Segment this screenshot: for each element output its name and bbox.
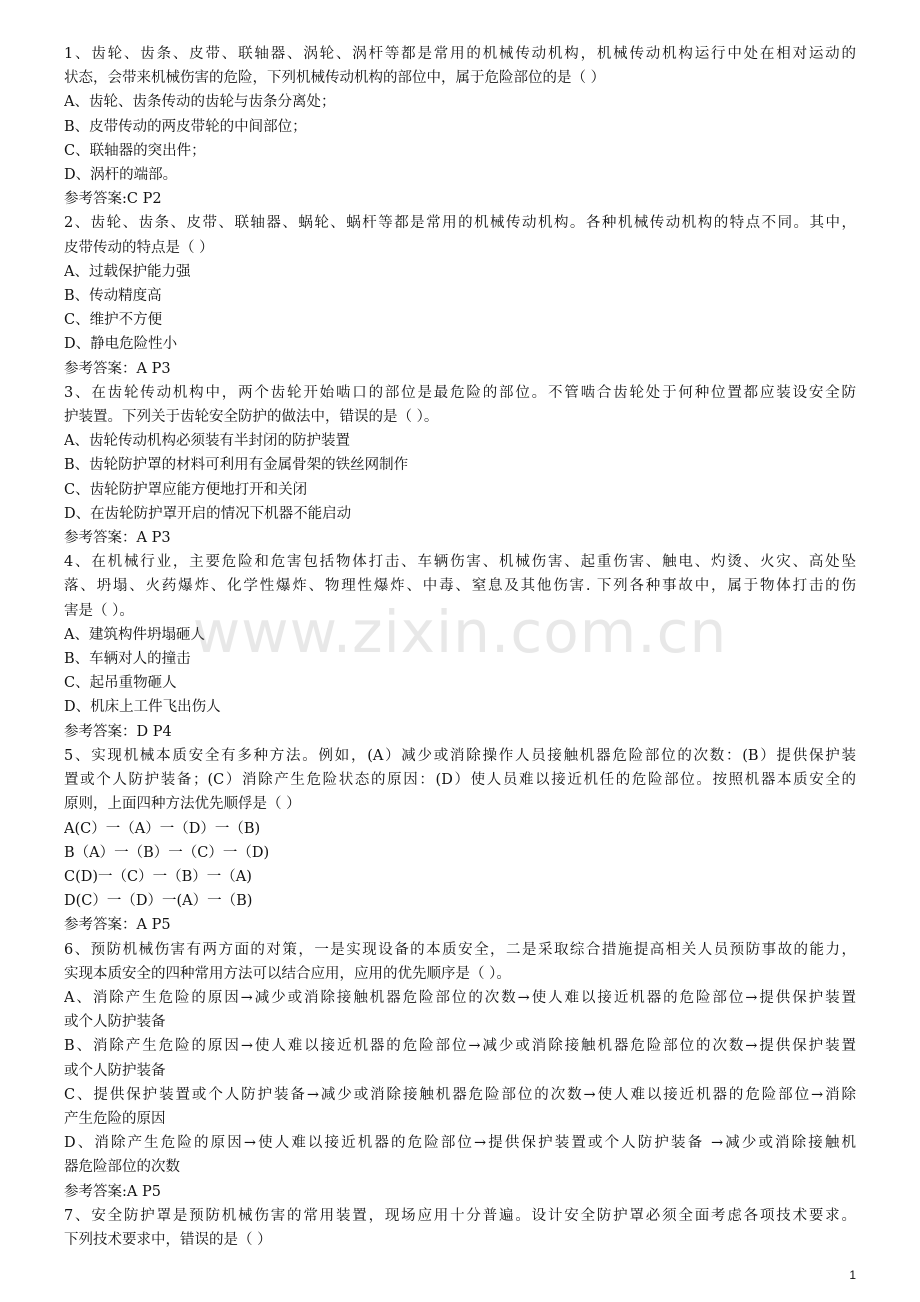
text-line: B、传动精度高: [64, 288, 162, 305]
text-line: 或个人防护装备: [64, 1062, 166, 1079]
text-line: 参考答案：D P4: [64, 723, 172, 740]
text-line: 参考答案:A P5: [64, 1183, 161, 1200]
text-line: 4、在机械行业，主要危险和危害包括物体打击、车辆伤害、机械伤害、起重伤害、触电、灼烫、火灾、高处坠: [64, 554, 856, 571]
text-line: C、齿轮防护罩应能方便地打开和关闭: [64, 481, 308, 498]
text-line: 1、齿轮、齿条、皮带、联轴器、涡轮、涡杆等都是常用的机械传动机构，机械传动机构运行中处在相对运动的: [64, 46, 856, 62]
text-line: D、涡杆的端部。: [64, 167, 178, 184]
text-line: 7、安全防护罩是预防机械伤害的常用装置，现场应用十分普遍。设计安全防护罩必须全面考虑各项技术要求。: [64, 1207, 856, 1224]
text-line: D(C）一（D）一(A）一（B): [64, 893, 253, 910]
text-line: 产生危险的原因: [64, 1110, 166, 1127]
watermark: www.zixin.com.cn: [192, 598, 728, 666]
text-line: D、消除产生危险的原因→使人难以接近机器的危险部位→提供保护装置或个人防护装备 →减少或消除接触机: [64, 1135, 856, 1152]
text-line: 状态，会带来机械伤害的危险，下列机械传动机构的部位中，属于危险部位的是（ ）: [64, 70, 606, 87]
text-line: 参考答案：A P3: [64, 530, 171, 547]
text-line: A、齿轮传动机构必须装有半封闭的防护装置: [64, 433, 350, 450]
text-line: D、机床上工件飞出伤人: [64, 699, 221, 716]
text-line: B、车辆对人的撞击: [64, 651, 191, 668]
text-line: A(C）一（A）一（D）一（B): [64, 820, 261, 837]
text-line: C、起吊重物砸人: [64, 675, 177, 692]
text-line: 参考答案:C P2: [64, 191, 162, 208]
text-line: 2、齿轮、齿条、皮带、联轴器、蜗轮、蜗杆等都是常用的机械传动机构。各种机械传动机构的特点不同。其中，: [64, 215, 856, 232]
text-line: C(D)一（C）一（B）一（A): [64, 868, 252, 885]
text-line: 5、实现机械本质安全有多种方法。例如，(A）减少或消除操作人员接触机器危险部位的次数：(B）提供保护装: [64, 747, 856, 764]
text-line: 置或个人防护装备；(C）消除产生危险状态的原因：(D）使人员难以接近机任的危险部位。按照机器本质安全的: [64, 772, 856, 789]
text-line: 害是（ ）。: [64, 602, 134, 619]
text-line: 实现本质安全的四种常用方法可以结合应用，应用的优先顺序是（ ）。: [64, 965, 511, 982]
text-line: 皮带传动的特点是（ ）: [64, 239, 214, 256]
text-line: A、齿轮、齿条传动的齿轮与齿条分离处；: [64, 94, 336, 111]
text-line: A、建筑构件坍塌砸人: [64, 626, 205, 643]
text-line: 下列技术要求中，错误的是（ ）: [64, 1231, 272, 1248]
text-line: C、维护不方便: [64, 312, 163, 329]
text-line: 或个人防护装备: [64, 1014, 166, 1031]
text-line: 6、预防机械伤害有两方面的对策，一是实现设备的本质安全，二是采取综合措施提高相关人员预防事故的能力，: [64, 941, 856, 958]
page-number: 1: [849, 1268, 856, 1282]
text-line: 参考答案：A P5: [64, 917, 171, 934]
text-line: C、提供保护装置或个人防护装备→减少或消除接触机器危险部位的次数→使人难以接近机器的危险部位→消除: [64, 1086, 856, 1103]
text-line: D、静电危险性小: [64, 336, 178, 353]
text-line: A、过载保护能力强: [64, 263, 191, 280]
text-line: 器危险部位的次数: [64, 1159, 180, 1176]
text-line: 原则，上面四种方法优先顺俘是（ ）: [64, 796, 301, 813]
text-line: B、齿轮防护罩的材料可利用有金属骨架的铁丝网制作: [64, 457, 409, 474]
document-body: [64, 42, 856, 1252]
text-line: 参考答案：A P3: [64, 360, 171, 377]
text-line: D、在齿轮防护罩开启的情况下机器不能启动: [64, 505, 352, 522]
text-line: 落、坍塌、火药爆炸、化学性爆炸、物理性爆炸、中毒、窒息及其他伤害. 下列各种事故中，属于物体打击的伤: [64, 578, 856, 595]
text-line: B、消除产生危险的原因→使人难以接近机器的危险部位→减少或消除接触机器危险部位的次数→提供保护装置: [64, 1038, 856, 1055]
text-line: A、消除产生危险的原因→减少或消除接触机器危险部位的次数→使人难以接近机器的危险部位→提供保护装置: [64, 989, 856, 1006]
text-line: 护装置。下列关于齿轮安全防护的做法中，错误的是（ ）。: [64, 409, 439, 426]
text-line: B（A）一（B）一（C）一（D): [64, 844, 270, 861]
text-line: B、皮带传动的两皮带轮的中间部位；: [64, 118, 307, 135]
text-line: 3、在齿轮传动机构中，两个齿轮开始啮口的部位是最危险的部位。不管啮合齿轮处于何种位置都应装设安全防: [64, 384, 856, 401]
text-line: C、联轴器的突出件；: [64, 142, 206, 159]
